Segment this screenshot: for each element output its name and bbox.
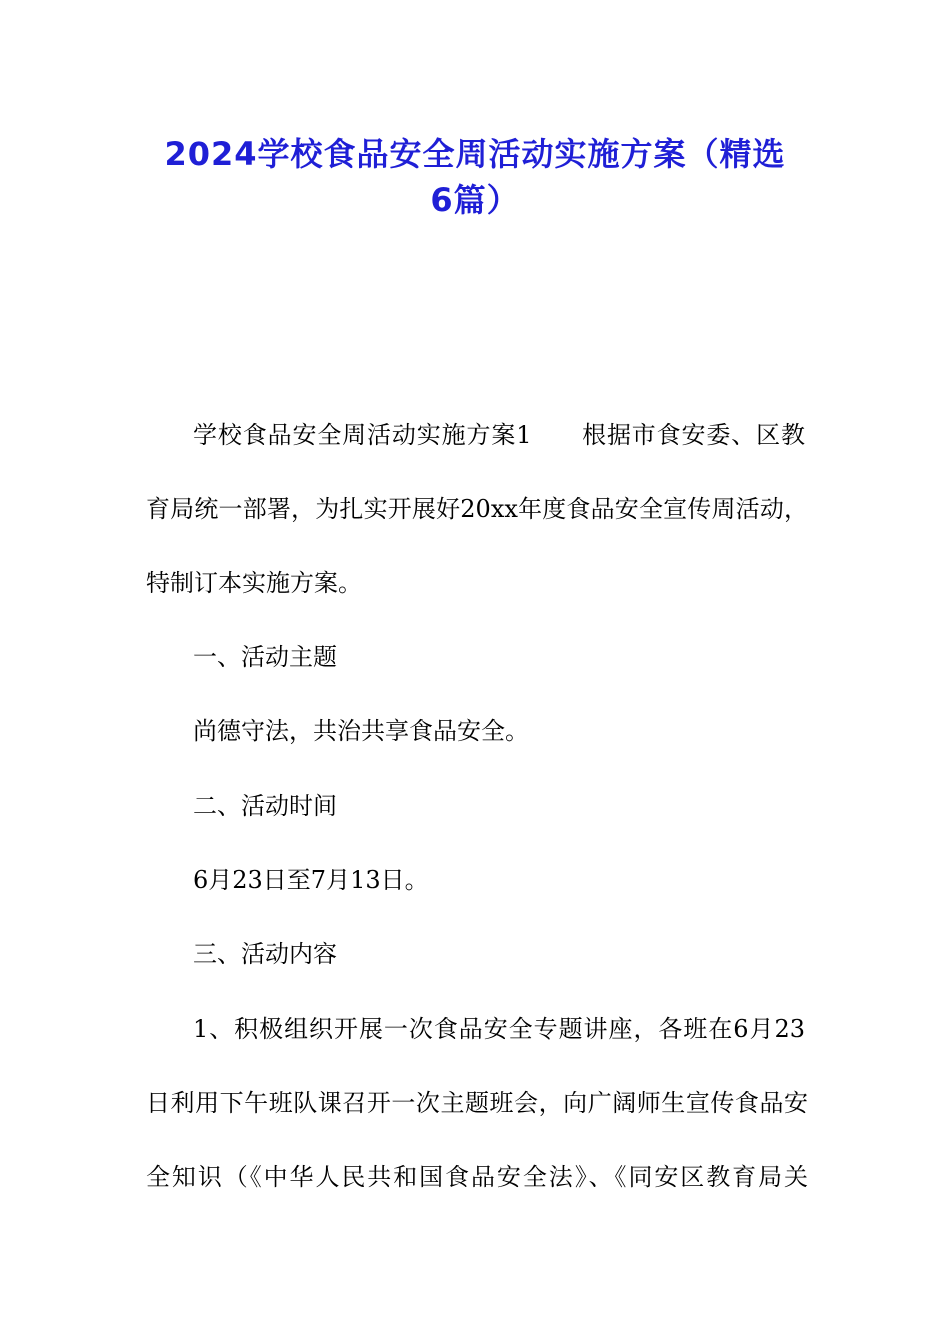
paragraph-theme: 尚德守法，共治共享食品安全。 bbox=[193, 717, 529, 745]
section-heading-content: 三、活动内容 bbox=[193, 940, 337, 968]
paragraph-content-line-3: 全知识（《中华人民共和国食品安全法》、《同安区教育局关 bbox=[146, 1163, 808, 1191]
paragraph-intro-line-2: 育局统一部署，为扎实开展好20xx年度食品安全宣传周活动， bbox=[146, 495, 808, 523]
paragraph-content-line-2: 日利用下午班队课召开一次主题班会，向广阔师生宣传食品安 bbox=[146, 1089, 808, 1117]
section-heading-theme: 一、活动主题 bbox=[193, 643, 337, 671]
section-heading-time: 二、活动时间 bbox=[193, 792, 337, 820]
paragraph-intro-line-3: 特制订本实施方案。 bbox=[146, 569, 362, 597]
paragraph-intro-line-1: 学校食品安全周活动实施方案1 根据市食安委、区教 bbox=[193, 421, 805, 449]
paragraph-time: 6月23日至7月13日。 bbox=[193, 866, 429, 894]
document-title-line-1: 2024学校食品安全周活动实施方案（精选 bbox=[164, 135, 786, 173]
paragraph-content-line-1: 1、积极组织开展一次食品安全专题讲座，各班在6月23 bbox=[193, 1015, 805, 1043]
document-title-line-2: 6篇） bbox=[430, 181, 520, 219]
